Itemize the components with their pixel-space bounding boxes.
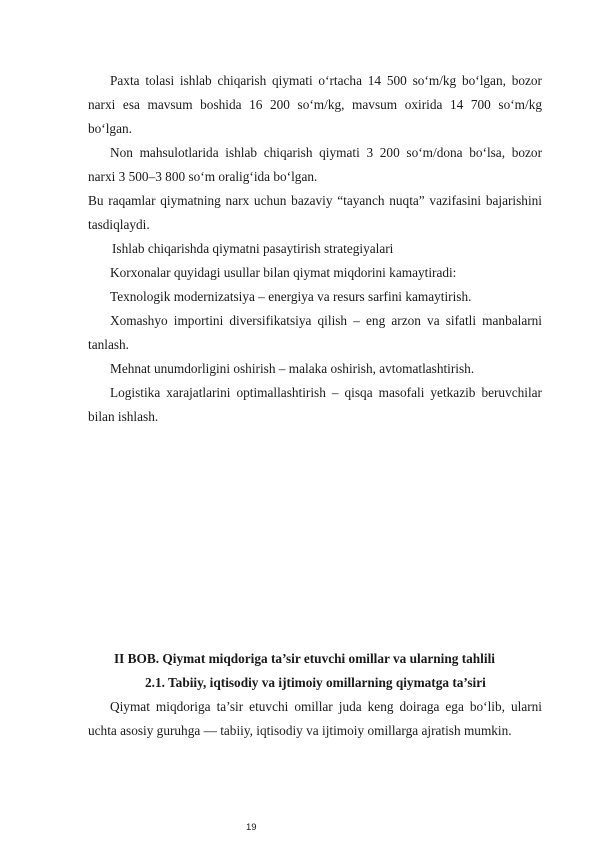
subheading-cost-reduction-strategies: Ishlab chiqarishda qiymatni pasaytirish strategiyalari	[112, 241, 394, 256]
paragraph-methods-intro: Korxonalar quyidagi usullar bilan qiymat miqdorini kamaytiradi:	[110, 265, 457, 280]
text-block-top	[88, 69, 542, 429]
section-title: 2.1. Tabiiy, iqtisodiy va ijtimoiy omillarning qiymatga ta’siri	[145, 675, 486, 690]
paragraph-base-point: Bu raqamlar qiymatning narx uchun bazaviy “tayanch nuqta” vazifasini bajarishini tasdiqlaydi.	[88, 193, 542, 232]
list-item-tech-modernization: Texnologik modernizatsiya – energiya va resurs sarfini kamaytirish.	[110, 289, 472, 304]
chapter-title: II BOB. Qiymat miqdoriga ta’sir etuvchi omillar va ularning tahlili	[114, 651, 495, 666]
list-item-labor-productivity: Mehnat unumdorligini oshirish – malaka oshirish, avtomatlashtirish.	[110, 361, 475, 376]
paragraph-cotton-cost: Paxta tolasi ishlab chiqarish qiymati o‘rtacha 14 500 so‘m/kg bo‘lgan, bozor narxi esa mavsum boshida 16 200 so‘m/kg, mavsum oxirida 14 700 so‘m/kg bo‘lgan.	[88, 73, 542, 136]
text-block-bottom	[88, 647, 542, 743]
page-number: 19	[246, 822, 257, 833]
list-item-import-diversification: Xomashyo importini diversifikatsiya qilish – eng arzon va sifatli manbalarni tanlash.	[88, 313, 542, 352]
paragraph-bread-cost: Non mahsulotlarida ishlab chiqarish qiymati 3 200 so‘m/dona bo‘lsa, bozor narxi 3 500–3 800 so‘m oralig‘ida bo‘lgan.	[88, 145, 542, 184]
list-item-logistics: Logistika xarajatlarini optimallashtirish – qisqa masofali yetkazib beruvchilar bilan ishlash.	[88, 385, 542, 424]
paragraph-factors-intro: Qiymat miqdoriga ta’sir etuvchi omillar juda keng doiraga ega bo‘lib, ularni uchta asosiy guruhga — tabiiy, iqtisodiy va ijtimoiy omillarga ajratish mumkin.	[88, 699, 542, 738]
